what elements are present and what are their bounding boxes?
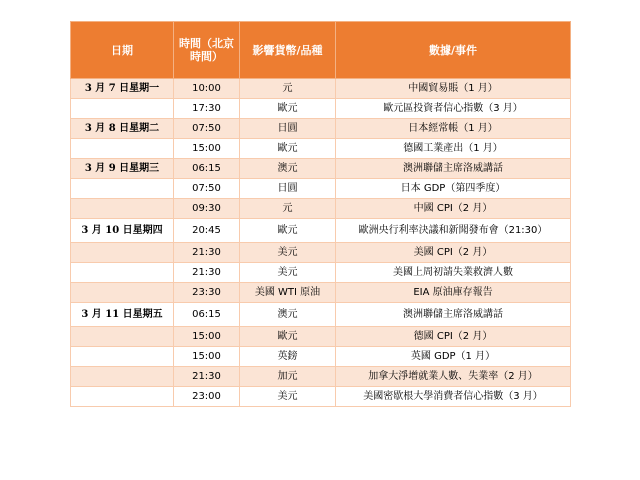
time-cell: 23:30 [174,283,240,303]
time-cell: 09:30 [174,199,240,219]
date-cell: 3 月 11 日星期五 [71,303,174,327]
event-cell: 英國 GDP（1 月） [336,347,571,367]
date-cell [71,199,174,219]
time-cell: 15:00 [174,139,240,159]
header-row [71,22,571,79]
time-cell: 06:15 [174,159,240,179]
date-cell [71,99,174,119]
time-cell: 21:30 [174,367,240,387]
calendar-table [70,21,571,407]
table-row [71,283,571,303]
currency-cell: 歐元 [240,219,336,243]
currency-cell: 歐元 [240,139,336,159]
table-row [71,303,571,327]
currency-cell: 元 [240,199,336,219]
date-cell: 3 月 8 日星期二 [71,119,174,139]
date-cell [71,243,174,263]
time-cell: 15:00 [174,327,240,347]
currency-cell: 澳元 [240,159,336,179]
table-row [71,347,571,367]
date-cell [71,263,174,283]
table-row [71,119,571,139]
event-cell: 加拿大淨增就業人數、失業率（2 月） [336,367,571,387]
table-row [71,243,571,263]
date-cell: 3 月 10 日星期四 [71,219,174,243]
event-cell: EIA 原油庫存報告 [336,283,571,303]
table-row [71,79,571,99]
time-cell: 17:30 [174,99,240,119]
date-cell [71,387,174,407]
event-cell: 美國上周初請失業救濟人數 [336,263,571,283]
currency-cell: 歐元 [240,99,336,119]
currency-cell: 美元 [240,263,336,283]
date-cell [71,367,174,387]
event-cell: 澳洲聯儲主席洛威講話 [336,159,571,179]
table-row [71,219,571,243]
time-cell: 20:45 [174,219,240,243]
currency-cell: 澳元 [240,303,336,327]
table-row [71,387,571,407]
event-cell: 美國密歇根大學消費者信心指數（3 月） [336,387,571,407]
date-cell [71,347,174,367]
event-cell: 中國貿易賬（1 月） [336,79,571,99]
header-currency: 影響貨幣/品種 [240,22,336,79]
date-cell [71,327,174,347]
table-row [71,327,571,347]
table-row [71,179,571,199]
event-cell: 中國 CPI（2 月） [336,199,571,219]
event-cell: 歐洲央行利率決議和新聞發布會（21:30） [336,219,571,243]
header-event: 數據/事件 [336,22,571,79]
event-cell: 日本經常帳（1 月） [336,119,571,139]
date-cell [71,283,174,303]
time-cell: 07:50 [174,119,240,139]
time-cell: 23:00 [174,387,240,407]
currency-cell: 歐元 [240,327,336,347]
time-cell: 07:50 [174,179,240,199]
currency-cell: 日圓 [240,119,336,139]
currency-cell: 加元 [240,367,336,387]
table-row [71,159,571,179]
table-row [71,139,571,159]
date-cell: 3 月 9 日星期三 [71,159,174,179]
header-date: 日期 [71,22,174,79]
currency-cell: 英鎊 [240,347,336,367]
table-row [71,367,571,387]
date-cell [71,179,174,199]
event-cell: 澳洲聯儲主席洛威講話 [336,303,571,327]
time-cell: 15:00 [174,347,240,367]
time-cell: 06:15 [174,303,240,327]
date-cell: 3 月 7 日星期一 [71,79,174,99]
currency-cell: 元 [240,79,336,99]
event-cell: 美國 CPI（2 月） [336,243,571,263]
table-row [71,199,571,219]
currency-cell: 美元 [240,243,336,263]
header-time: 時間（北京時間） [174,22,240,79]
time-cell: 10:00 [174,79,240,99]
table-row [71,99,571,119]
currency-cell: 日圓 [240,179,336,199]
date-cell [71,139,174,159]
currency-cell: 美國 WTI 原油 [240,283,336,303]
table-row [71,263,571,283]
event-cell: 歐元區投資者信心指數（3 月） [336,99,571,119]
event-cell: 德國 CPI（2 月） [336,327,571,347]
event-cell: 德國工業產出（1 月） [336,139,571,159]
currency-cell: 美元 [240,387,336,407]
time-cell: 21:30 [174,263,240,283]
event-cell: 日本 GDP（第四季度） [336,179,571,199]
time-cell: 21:30 [174,243,240,263]
economic-calendar [70,21,570,407]
